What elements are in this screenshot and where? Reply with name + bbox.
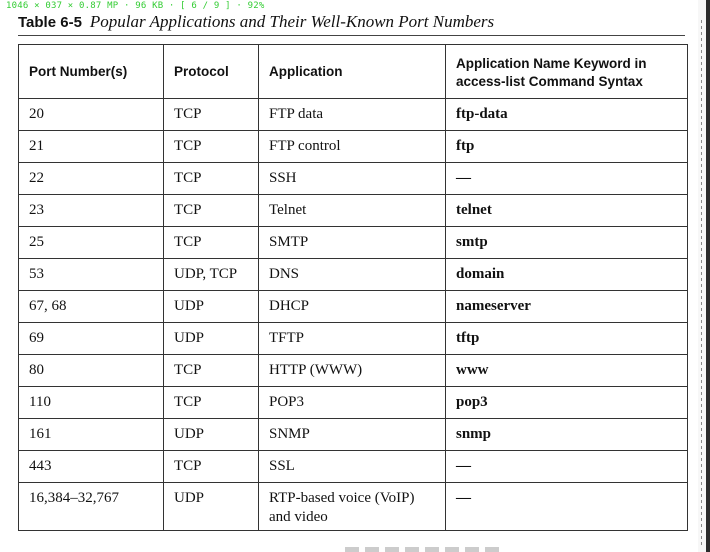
table-row [19, 483, 688, 531]
protocol-cell: TCP [164, 131, 259, 163]
keyword-cell: — [446, 483, 688, 531]
port-cell: 21 [19, 131, 164, 163]
caption-rule [18, 35, 685, 36]
port-cell: 22 [19, 163, 164, 195]
table-row [19, 323, 688, 355]
application-cell: FTP control [259, 131, 446, 163]
port-cell: 20 [19, 99, 164, 131]
table-caption [18, 12, 494, 32]
table-row [19, 195, 688, 227]
application-cell: POP3 [259, 387, 446, 419]
keyword-cell: domain [446, 259, 688, 291]
table-row [19, 387, 688, 419]
protocol-cell: TCP [164, 387, 259, 419]
table-row [19, 163, 688, 195]
application-cell [259, 483, 446, 531]
port-cell: 25 [19, 227, 164, 259]
protocol-cell: UDP [164, 291, 259, 323]
page-right-edge [698, 0, 710, 552]
application-cell: SSH [259, 163, 446, 195]
keyword-cell: — [446, 451, 688, 483]
viewer-status-overlay: 1046 × 037 × 0.87 MP · 96 KB · [ 6 / 9 ] · 92% [6, 1, 265, 11]
application-cell: HTTP (WWW) [259, 355, 446, 387]
page-edge-rule [701, 20, 702, 545]
protocol-cell: UDP [164, 323, 259, 355]
protocol-cell: TCP [164, 227, 259, 259]
keyword-cell: telnet [446, 195, 688, 227]
table-row [19, 291, 688, 323]
keyword-cell: smtp [446, 227, 688, 259]
protocol-cell: TCP [164, 99, 259, 131]
table-row [19, 131, 688, 163]
application-cell: Telnet [259, 195, 446, 227]
port-cell: 69 [19, 323, 164, 355]
application-cell: DNS [259, 259, 446, 291]
application-cell: DHCP [259, 291, 446, 323]
port-cell: 23 [19, 195, 164, 227]
port-cell: 110 [19, 387, 164, 419]
keyword-cell: ftp [446, 131, 688, 163]
application-cell: SNMP [259, 419, 446, 451]
port-cell: 161 [19, 419, 164, 451]
port-cell: 443 [19, 451, 164, 483]
viewer-border [706, 0, 710, 552]
keyword-cell: — [446, 163, 688, 195]
header-keyword-line2: access-list Command Syntax [456, 73, 643, 89]
header-keyword-line1: Application Name Keyword in [456, 55, 647, 71]
table-row [19, 451, 688, 483]
protocol-cell: UDP, TCP [164, 259, 259, 291]
application-cell: TFTP [259, 323, 446, 355]
keyword-cell: www [446, 355, 688, 387]
port-cell: 53 [19, 259, 164, 291]
protocol-cell: TCP [164, 451, 259, 483]
table-row [19, 419, 688, 451]
protocol-cell: UDP [164, 419, 259, 451]
keyword-cell: ftp-data [446, 99, 688, 131]
table-row [19, 227, 688, 259]
header-keyword [446, 45, 688, 99]
port-cell: 16,384–32,767 [19, 483, 164, 531]
header-protocol: Protocol [164, 45, 259, 99]
table-title: Popular Applications and Their Well-Known Port Numbers [89, 12, 495, 31]
application-line1: RTP-based voice (VoIP) [269, 490, 415, 506]
port-cell: 67, 68 [19, 291, 164, 323]
protocol-cell: TCP [164, 163, 259, 195]
application-cell: FTP data [259, 99, 446, 131]
header-port-number: Port Number(s) [19, 45, 164, 99]
table-number: Table 6-5 [18, 14, 82, 31]
keyword-cell: tftp [446, 323, 688, 355]
header-application: Application [259, 45, 446, 99]
protocol-cell: TCP [164, 195, 259, 227]
protocol-cell: UDP [164, 483, 259, 531]
port-numbers-table [18, 44, 688, 531]
protocol-cell: TCP [164, 355, 259, 387]
application-cell: SMTP [259, 227, 446, 259]
application-cell: SSL [259, 451, 446, 483]
port-cell: 80 [19, 355, 164, 387]
table-row [19, 355, 688, 387]
keyword-cell: snmp [446, 419, 688, 451]
application-line2: and video [269, 509, 328, 525]
cropped-next-text [345, 547, 505, 552]
keyword-cell: pop3 [446, 387, 688, 419]
table-row [19, 99, 688, 131]
table-row [19, 259, 688, 291]
header-row [19, 45, 688, 99]
keyword-cell: nameserver [446, 291, 688, 323]
